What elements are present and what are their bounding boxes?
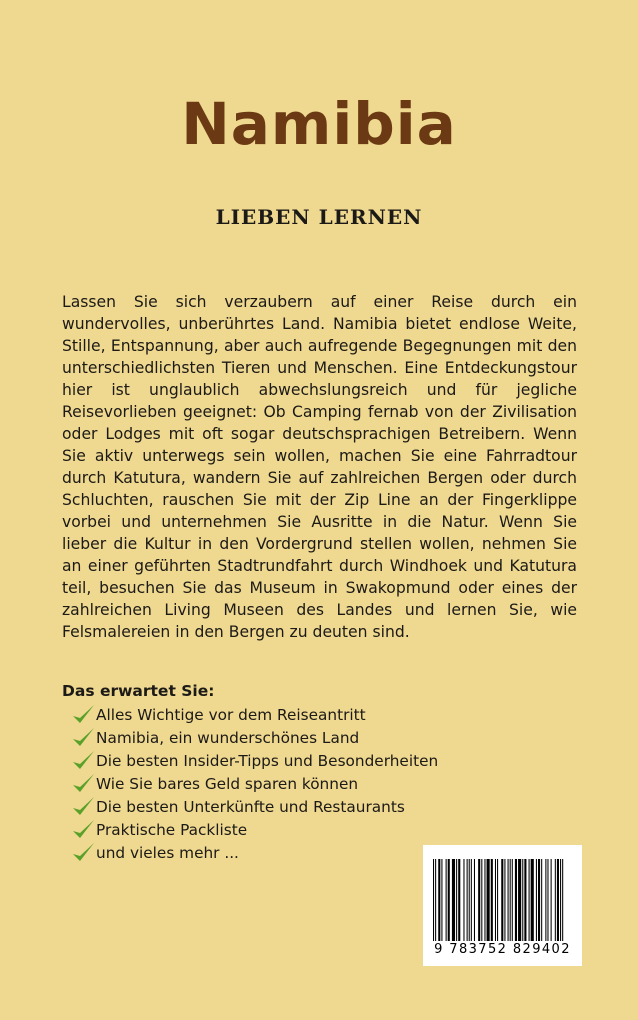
barcode-bar xyxy=(529,859,530,941)
barcode-bar xyxy=(560,859,561,941)
barcode-bar xyxy=(551,859,552,941)
feature-label: und vieles mehr ... xyxy=(96,844,239,862)
feature-label: Namibia, ein wunderschönes Land xyxy=(96,729,360,747)
feature-item xyxy=(70,727,438,750)
barcode-bar xyxy=(501,859,503,941)
barcode-bar xyxy=(524,859,526,941)
barcode-bar xyxy=(515,859,517,941)
barcode-bar xyxy=(545,859,546,941)
feature-label: Die besten Unterkünfte und Restaurants xyxy=(96,798,405,816)
barcode-bar xyxy=(456,859,457,941)
barcode-bar xyxy=(531,859,534,941)
barcode-bar xyxy=(463,859,464,941)
barcode-bar xyxy=(555,859,556,941)
features-list xyxy=(70,704,438,865)
feature-label: Die besten Insider-Tipps und Besonderheiten xyxy=(96,752,439,770)
feature-label: Alles Wichtige vor dem Reiseantritt xyxy=(96,706,366,724)
barcode-bar xyxy=(435,859,436,941)
barcode-bar xyxy=(491,859,493,941)
isbn-barcode xyxy=(423,845,582,966)
barcode-bar xyxy=(467,859,468,941)
barcode-bar xyxy=(481,859,482,941)
barcode-bar xyxy=(562,859,563,941)
barcode-bar xyxy=(547,859,548,941)
barcode-bar xyxy=(518,859,521,941)
barcode-bar xyxy=(536,859,537,941)
barcode-bar xyxy=(538,859,540,941)
barcode-bar xyxy=(497,859,498,941)
feature-label: Wie Sie bares Geld sparen können xyxy=(96,775,359,793)
features-heading: Das erwartet Sie: xyxy=(62,682,215,700)
barcode-bar xyxy=(458,859,460,941)
feature-item xyxy=(70,750,438,773)
barcode-bar xyxy=(522,859,523,941)
isbn-barcode-number: 9 783752 829402 xyxy=(434,942,571,957)
feature-item xyxy=(70,842,438,865)
barcode-bar xyxy=(474,859,475,941)
barcode-bar xyxy=(541,859,542,941)
barcode-bar xyxy=(433,859,434,941)
book-description: Lassen Sie sich verzaubern auf einer Reise durch ein wundervolles, unberührtes Land. Namibia bietet endlose Weite, Stille, Entspannung, aber auch aufregende Begegnungen mit den unterschiedlichsten Tieren und Menschen. Eine Entdeckungstour hier ist unglaublich abwechslungsreich und für jegliche Reisevorlieben geeignet: Ob Camping fernab von der Zivilisation oder Lodges mit oft sogar deutschsprachigen Betreibern. Wenn Sie aktiv unterwegs sein wollen, machen Sie eine Fahrradtour durch Katutura, wandern Sie auf zahlreichen Bergen oder durch Schluchten, rauschen Sie mit der Zip Line an der Fingerklippe vorbei und unternehmen Sie Ausritte in die Natur. Wenn Sie lieber die Kultur in den Vordergrund stellen wollen, nehmen Sie an einer geführten Stadtrundfahrt durch Windhoek und Katutura teil, besuchen Sie das Museum in Swakopmund oder eines der zahlreichen Living Museen des Landes und lernen Sie, wie Felsmalereien in den Bergen zu deuten sind. xyxy=(62,293,577,641)
barcode-bar xyxy=(487,859,490,941)
barcode-bar xyxy=(484,859,485,941)
check-icon xyxy=(70,840,96,866)
barcode-bar xyxy=(510,859,511,941)
book-subtitle: LIEBEN LERNEN xyxy=(215,205,423,229)
barcode-bar xyxy=(448,859,450,941)
barcode-bar xyxy=(452,859,455,941)
barcode-bar xyxy=(478,859,480,941)
feature-item xyxy=(70,704,438,727)
barcode-bar xyxy=(441,859,442,941)
barcode-bar xyxy=(508,859,509,941)
barcode-bar xyxy=(512,859,513,941)
barcode-bar xyxy=(471,859,472,941)
feature-item xyxy=(70,773,438,796)
feature-item xyxy=(70,819,438,842)
barcode-bar xyxy=(446,859,447,941)
barcode-bar xyxy=(495,859,496,941)
feature-label: Praktische Packliste xyxy=(96,821,248,839)
barcode-bars xyxy=(433,859,572,941)
barcode-bar xyxy=(557,859,559,941)
book-title: Namibia xyxy=(181,90,457,158)
barcode-bar xyxy=(438,859,440,941)
barcode-bar xyxy=(469,859,470,941)
barcode-bar xyxy=(504,859,505,941)
feature-item xyxy=(70,796,438,819)
